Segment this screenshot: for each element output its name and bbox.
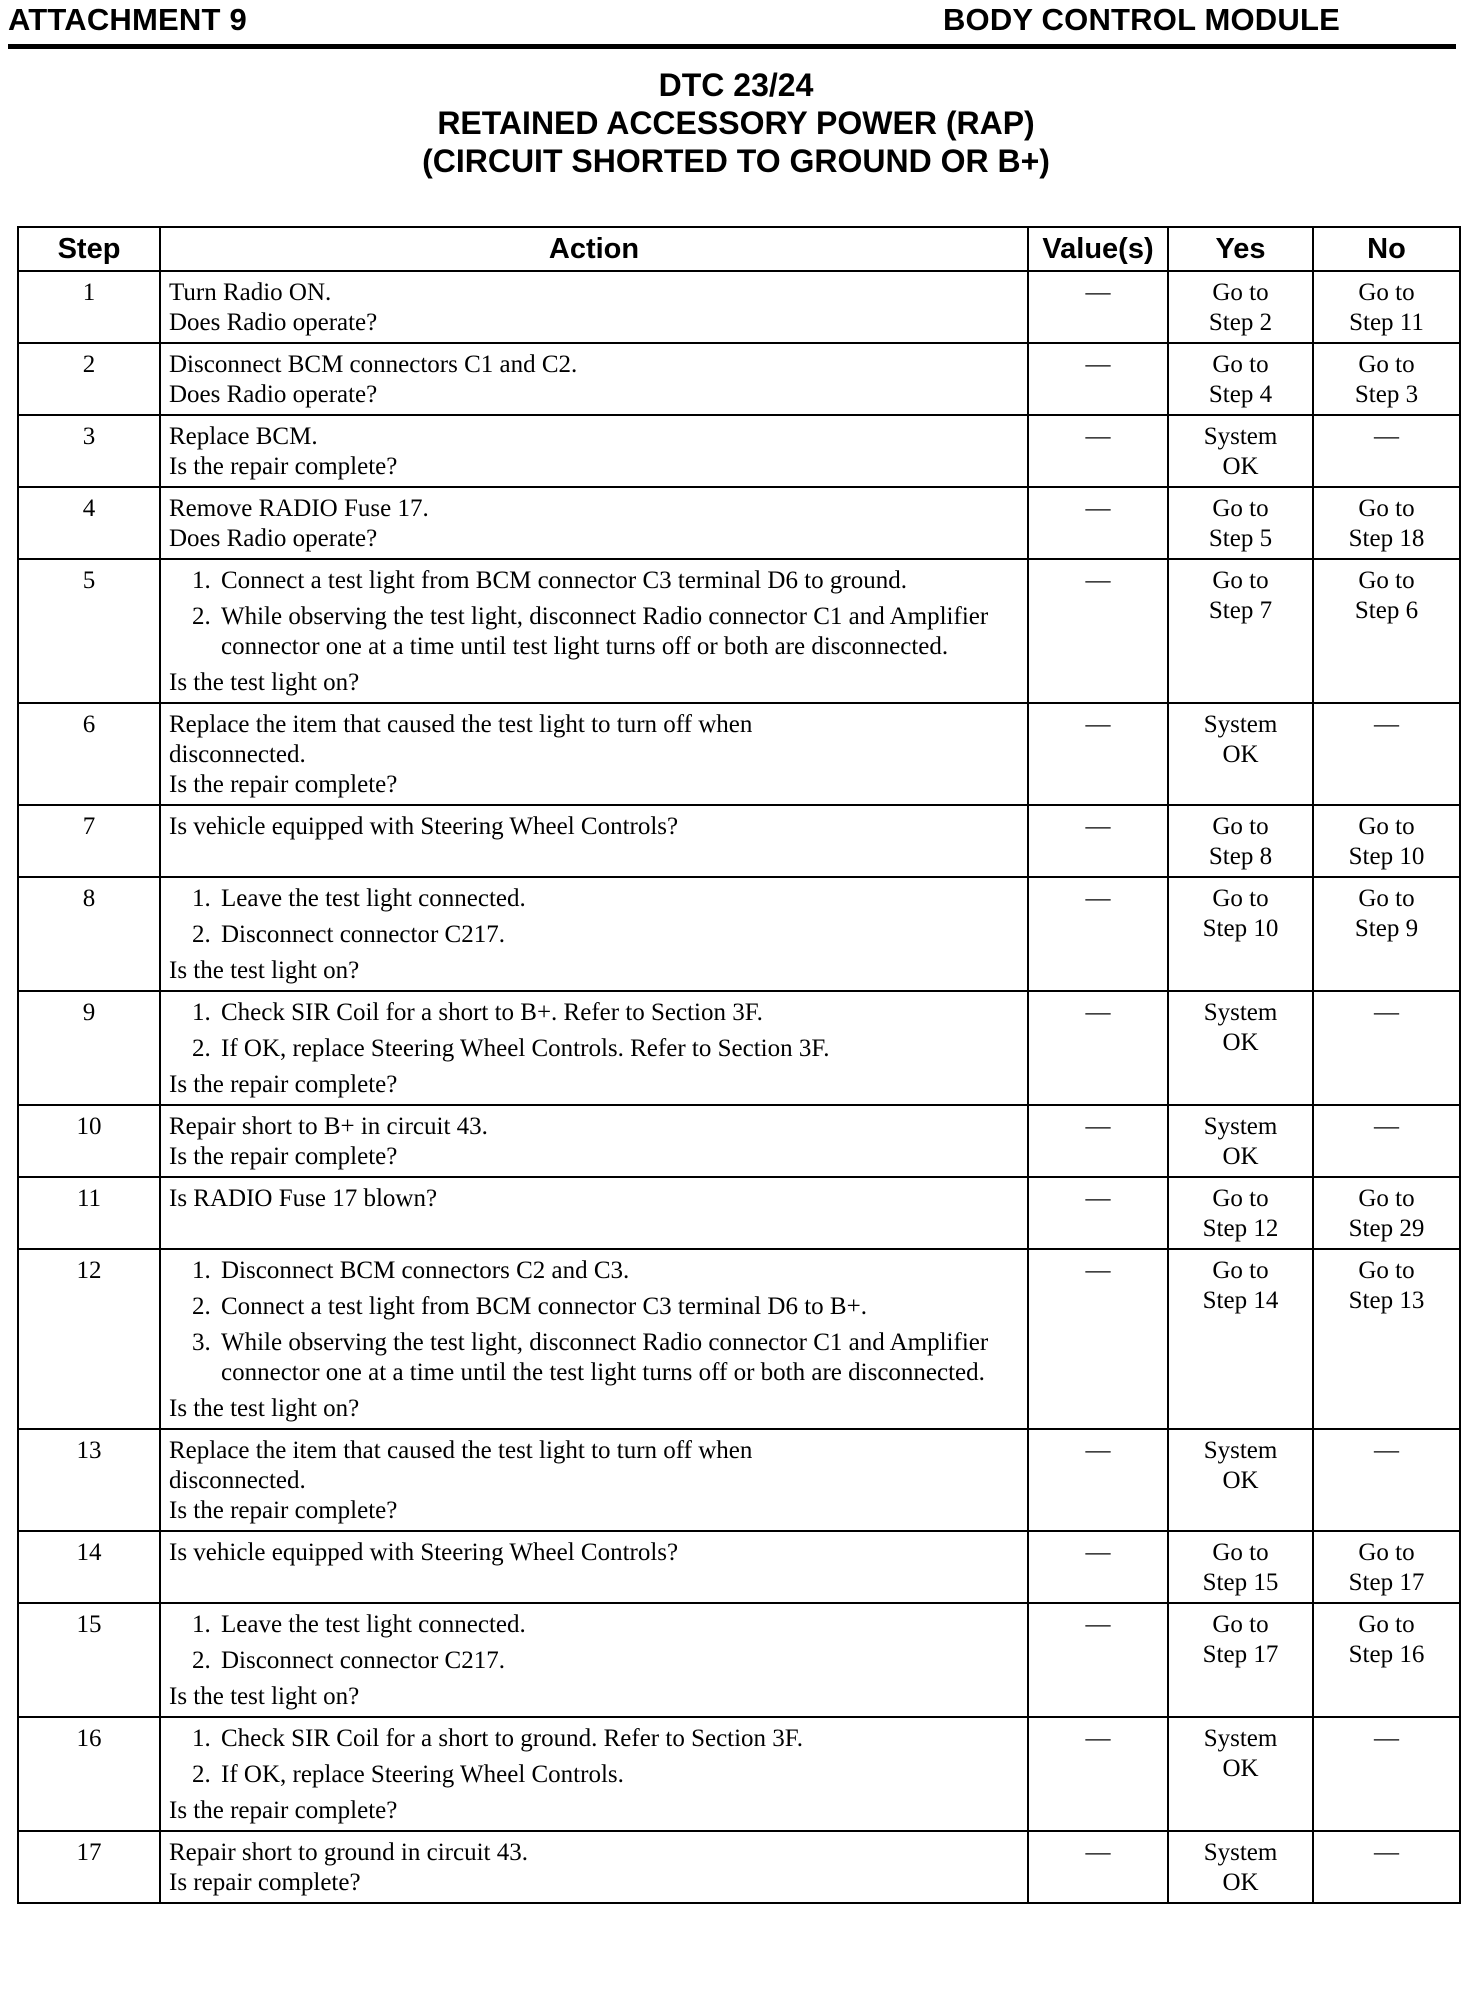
yes-cell	[1168, 703, 1313, 805]
document-title	[0, 66, 1472, 180]
yes-text: Go to	[1212, 567, 1269, 594]
yes-text: System	[1203, 711, 1278, 738]
value-cell: —	[1028, 343, 1168, 415]
no-cell	[1313, 1429, 1460, 1531]
yes-text: Go to	[1212, 1257, 1269, 1284]
no-cell	[1313, 343, 1460, 415]
action-cell	[160, 1531, 1028, 1603]
action-text: Turn Radio ON.	[169, 279, 332, 306]
action-substep: 2. Disconnect connector C217.	[217, 920, 1017, 950]
action-cell	[160, 805, 1028, 877]
step-number: 17	[18, 1831, 160, 1903]
value-cell: —	[1028, 1717, 1168, 1831]
yes-text: OK	[1222, 1029, 1259, 1056]
table-row	[18, 991, 1460, 1105]
action-cell	[160, 1603, 1028, 1717]
module-label: BODY CONTROL MODULE	[942, 2, 1340, 37]
action-substep: 1. Leave the test light connected.	[217, 884, 1017, 914]
action-text: disconnected.	[169, 1467, 306, 1494]
step-number: 3	[18, 415, 160, 487]
value-cell: —	[1028, 1531, 1168, 1603]
no-text: —	[1374, 1113, 1399, 1140]
yes-text: OK	[1222, 1467, 1259, 1494]
action-substeps	[169, 1256, 1017, 1388]
no-text: Step 29	[1348, 1215, 1425, 1242]
no-cell	[1313, 415, 1460, 487]
yes-cell	[1168, 805, 1313, 877]
yes-cell	[1168, 415, 1313, 487]
title-line-circuit: (CIRCUIT SHORTED TO GROUND OR B+)	[422, 143, 1050, 179]
table-row	[18, 1531, 1460, 1603]
no-text: Go to	[1358, 1185, 1415, 1212]
no-cell	[1313, 1717, 1460, 1831]
action-text: Is vehicle equipped with Steering Wheel Controls?	[169, 1539, 679, 1566]
action-question: Is the repair complete?	[169, 1071, 398, 1098]
yes-cell	[1168, 1249, 1313, 1429]
step-number: 16	[18, 1717, 160, 1831]
action-substep: 2. While observing the test light, disconnect Radio connector C1 and Amplifier connector one at a time until test light turns off or both are disconnected.	[217, 602, 1017, 662]
action-cell	[160, 1429, 1028, 1531]
yes-cell	[1168, 991, 1313, 1105]
step-number: 9	[18, 991, 160, 1105]
action-text: Does Radio operate?	[169, 525, 378, 552]
action-question: Is the test light on?	[169, 1395, 360, 1422]
action-text: Is vehicle equipped with Steering Wheel Controls?	[169, 813, 679, 840]
action-cell	[160, 1831, 1028, 1903]
yes-cell	[1168, 559, 1313, 703]
header-action: Action	[160, 227, 1028, 271]
yes-text: Go to	[1212, 495, 1269, 522]
value-cell: —	[1028, 1429, 1168, 1531]
yes-text: OK	[1222, 741, 1259, 768]
action-text: Repair short to ground in circuit 43.	[169, 1839, 528, 1866]
no-text: Step 18	[1348, 525, 1425, 552]
action-cell	[160, 271, 1028, 343]
yes-text: Step 7	[1208, 597, 1273, 624]
step-number: 7	[18, 805, 160, 877]
action-text: Is the repair complete?	[169, 1497, 398, 1524]
yes-text: Step 10	[1202, 915, 1279, 942]
action-cell	[160, 1105, 1028, 1177]
no-text: Step 3	[1354, 381, 1419, 408]
action-text: Replace the item that caused the test light to turn off when	[169, 1437, 753, 1464]
yes-cell	[1168, 877, 1313, 991]
value-cell: —	[1028, 703, 1168, 805]
yes-text: Go to	[1212, 351, 1269, 378]
action-substep: 2. If OK, replace Steering Wheel Controls. Refer to Section 3F.	[217, 1034, 1017, 1064]
action-substep: 1. Check SIR Coil for a short to B+. Refer to Section 3F.	[217, 998, 1017, 1028]
yes-text: Go to	[1212, 279, 1269, 306]
yes-text: OK	[1222, 1869, 1259, 1896]
yes-text: Go to	[1212, 1611, 1269, 1638]
no-text: Go to	[1358, 1257, 1415, 1284]
yes-text: System	[1203, 1437, 1278, 1464]
table-row	[18, 1717, 1460, 1831]
action-substep: 1. Disconnect BCM connectors C2 and C3.	[217, 1256, 1017, 1286]
no-cell	[1313, 1603, 1460, 1717]
diagnostic-table	[17, 226, 1461, 1904]
no-cell	[1313, 559, 1460, 703]
value-cell: —	[1028, 877, 1168, 991]
table-row	[18, 487, 1460, 559]
value-cell: —	[1028, 487, 1168, 559]
table-row	[18, 1831, 1460, 1903]
action-substep: 2. Connect a test light from BCM connector C3 terminal D6 to B+.	[217, 1292, 1017, 1322]
yes-text: System	[1203, 1725, 1278, 1752]
yes-cell	[1168, 1429, 1313, 1531]
yes-text: OK	[1222, 453, 1259, 480]
table-row	[18, 343, 1460, 415]
no-cell	[1313, 805, 1460, 877]
value-cell: —	[1028, 415, 1168, 487]
header-step: Step	[18, 227, 160, 271]
no-cell	[1313, 877, 1460, 991]
step-number: 5	[18, 559, 160, 703]
action-text: Is the repair complete?	[169, 771, 398, 798]
no-cell	[1313, 1105, 1460, 1177]
step-number: 13	[18, 1429, 160, 1531]
table-row	[18, 271, 1460, 343]
yes-cell	[1168, 271, 1313, 343]
step-number: 12	[18, 1249, 160, 1429]
no-text: —	[1374, 711, 1399, 738]
action-text: Repair short to B+ in circuit 43.	[169, 1113, 488, 1140]
action-text: Does Radio operate?	[169, 309, 378, 336]
action-question: Is the test light on?	[169, 1683, 360, 1710]
action-cell	[160, 1717, 1028, 1831]
action-text: Is the repair complete?	[169, 1143, 398, 1170]
step-number: 6	[18, 703, 160, 805]
action-substep: 1. Connect a test light from BCM connector C3 terminal D6 to ground.	[217, 566, 1017, 596]
step-number: 1	[18, 271, 160, 343]
no-text: Step 10	[1348, 843, 1425, 870]
attachment-label: ATTACHMENT 9	[8, 2, 247, 37]
action-text: disconnected.	[169, 741, 306, 768]
action-question: Is the test light on?	[169, 957, 360, 984]
table-row	[18, 1177, 1460, 1249]
step-number: 14	[18, 1531, 160, 1603]
yes-text: OK	[1222, 1755, 1259, 1782]
value-cell: —	[1028, 991, 1168, 1105]
no-cell	[1313, 487, 1460, 559]
no-text: Step 9	[1354, 915, 1419, 942]
action-substep: 1. Check SIR Coil for a short to ground. Refer to Section 3F.	[217, 1724, 1017, 1754]
header-values: Value(s)	[1028, 227, 1168, 271]
value-cell: —	[1028, 805, 1168, 877]
action-substep: 2. Disconnect connector C217.	[217, 1646, 1017, 1676]
value-cell: —	[1028, 1603, 1168, 1717]
yes-text: Step 5	[1208, 525, 1273, 552]
yes-text: Step 17	[1202, 1641, 1279, 1668]
table-row	[18, 703, 1460, 805]
no-cell	[1313, 271, 1460, 343]
yes-cell	[1168, 1603, 1313, 1717]
yes-cell	[1168, 1717, 1313, 1831]
yes-cell	[1168, 1105, 1313, 1177]
yes-text: Step 4	[1208, 381, 1273, 408]
action-text: Replace the item that caused the test light to turn off when	[169, 711, 753, 738]
action-text: Disconnect BCM connectors C1 and C2.	[169, 351, 578, 378]
no-cell	[1313, 991, 1460, 1105]
title-line-rap: RETAINED ACCESSORY POWER (RAP)	[437, 105, 1035, 141]
value-cell: —	[1028, 1831, 1168, 1903]
table-row	[18, 1249, 1460, 1429]
action-cell	[160, 877, 1028, 991]
title-line-dtc: DTC 23/24	[658, 67, 814, 103]
no-text: Go to	[1358, 813, 1415, 840]
table-row	[18, 415, 1460, 487]
step-number: 2	[18, 343, 160, 415]
yes-text: Step 2	[1208, 309, 1273, 336]
table-row	[18, 1429, 1460, 1531]
header-no: No	[1313, 227, 1460, 271]
no-text: Step 11	[1349, 309, 1424, 336]
no-text: Go to	[1358, 495, 1415, 522]
no-cell	[1313, 1831, 1460, 1903]
action-cell	[160, 415, 1028, 487]
action-cell	[160, 487, 1028, 559]
action-text: Remove RADIO Fuse 17.	[169, 495, 429, 522]
action-substeps	[169, 1724, 1017, 1790]
action-cell	[160, 1177, 1028, 1249]
yes-cell	[1168, 1831, 1313, 1903]
no-text: Step 6	[1354, 597, 1419, 624]
action-cell	[160, 343, 1028, 415]
yes-text: Step 14	[1202, 1287, 1279, 1314]
action-text: Is repair complete?	[169, 1869, 361, 1896]
yes-text: OK	[1222, 1143, 1259, 1170]
action-text: Replace BCM.	[169, 423, 318, 450]
action-cell	[160, 703, 1028, 805]
yes-text: System	[1203, 999, 1278, 1026]
yes-text: Step 12	[1202, 1215, 1279, 1242]
yes-text: System	[1203, 423, 1278, 450]
no-text: Step 13	[1348, 1287, 1425, 1314]
yes-text: Go to	[1212, 813, 1269, 840]
no-cell	[1313, 1177, 1460, 1249]
action-cell	[160, 991, 1028, 1105]
action-substeps	[169, 884, 1017, 950]
no-text: —	[1374, 1839, 1399, 1866]
no-text: Go to	[1358, 1539, 1415, 1566]
no-cell	[1313, 703, 1460, 805]
yes-text: Go to	[1212, 1539, 1269, 1566]
no-cell	[1313, 1249, 1460, 1429]
table-header-row	[18, 227, 1460, 271]
yes-text: System	[1203, 1113, 1278, 1140]
header-yes: Yes	[1168, 227, 1313, 271]
table-body	[18, 271, 1460, 1903]
action-substeps	[169, 1610, 1017, 1676]
yes-text: Go to	[1212, 885, 1269, 912]
no-text: —	[1374, 1725, 1399, 1752]
no-text: —	[1374, 999, 1399, 1026]
no-text: Step 17	[1348, 1569, 1425, 1596]
step-number: 11	[18, 1177, 160, 1249]
table-row	[18, 1105, 1460, 1177]
step-number: 8	[18, 877, 160, 991]
action-substeps	[169, 566, 1017, 662]
action-question: Is the repair complete?	[169, 1797, 398, 1824]
step-number: 15	[18, 1603, 160, 1717]
yes-text: Step 8	[1208, 843, 1273, 870]
no-text: Step 16	[1348, 1641, 1425, 1668]
yes-cell	[1168, 487, 1313, 559]
value-cell: —	[1028, 271, 1168, 343]
value-cell: —	[1028, 1249, 1168, 1429]
action-question: Is the test light on?	[169, 669, 360, 696]
table-row	[18, 1603, 1460, 1717]
value-cell: —	[1028, 559, 1168, 703]
yes-text: Step 15	[1202, 1569, 1279, 1596]
no-text: Go to	[1358, 567, 1415, 594]
yes-text: System	[1203, 1839, 1278, 1866]
yes-cell	[1168, 1531, 1313, 1603]
no-text: Go to	[1358, 279, 1415, 306]
no-text: Go to	[1358, 885, 1415, 912]
no-text: —	[1374, 423, 1399, 450]
no-cell	[1313, 1531, 1460, 1603]
no-text: —	[1374, 1437, 1399, 1464]
step-number: 10	[18, 1105, 160, 1177]
action-substeps	[169, 998, 1017, 1064]
action-substep: 1. Leave the test light connected.	[217, 1610, 1017, 1640]
no-text: Go to	[1358, 351, 1415, 378]
action-substep: 2. If OK, replace Steering Wheel Controls.	[217, 1760, 1017, 1790]
value-cell: —	[1028, 1105, 1168, 1177]
yes-text: Go to	[1212, 1185, 1269, 1212]
action-substep: 3. While observing the test light, disconnect Radio connector C1 and Amplifier connector one at a time until the test light turns off or both are disconnected.	[217, 1328, 1017, 1388]
yes-cell	[1168, 1177, 1313, 1249]
value-cell: —	[1028, 1177, 1168, 1249]
action-cell	[160, 1249, 1028, 1429]
no-text: Go to	[1358, 1611, 1415, 1638]
action-text: Is RADIO Fuse 17 blown?	[169, 1185, 438, 1212]
action-cell	[160, 559, 1028, 703]
table-row	[18, 559, 1460, 703]
action-text: Is the repair complete?	[169, 453, 398, 480]
action-text: Does Radio operate?	[169, 381, 378, 408]
table-row	[18, 805, 1460, 877]
yes-cell	[1168, 343, 1313, 415]
table-row	[18, 877, 1460, 991]
step-number: 4	[18, 487, 160, 559]
header-rule	[8, 44, 1456, 49]
